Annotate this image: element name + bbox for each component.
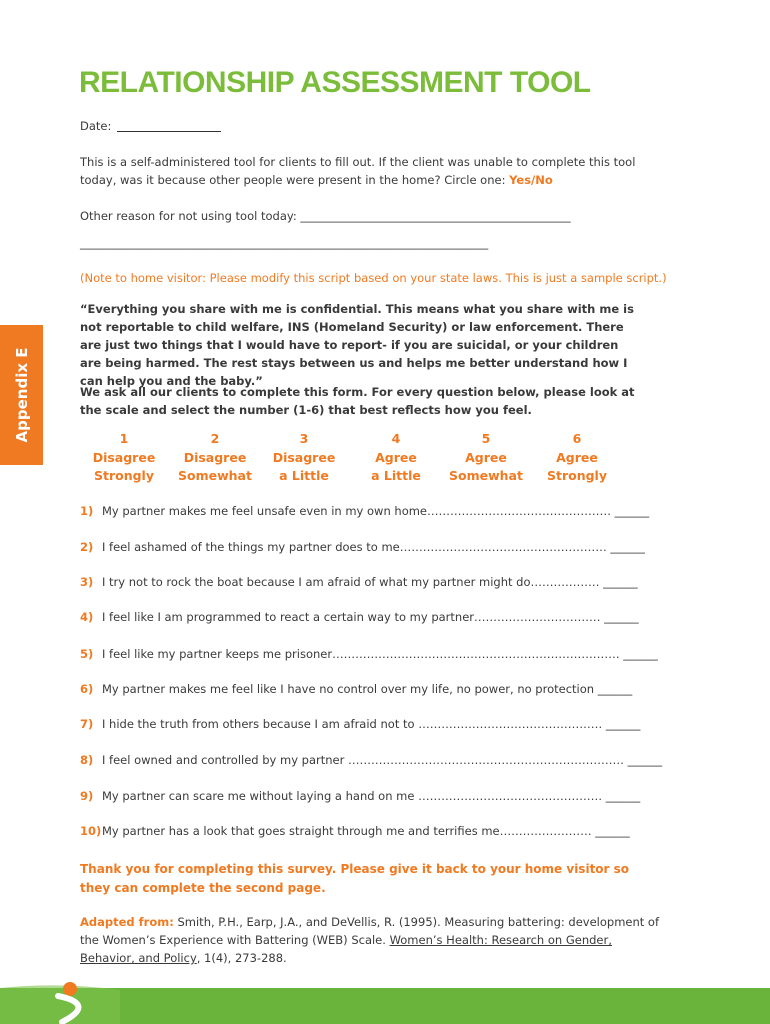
question-row[interactable] [80, 504, 649, 518]
other-reason-field [80, 207, 571, 225]
question-row[interactable] [80, 753, 662, 767]
other-reason-blank[interactable]: _______________________________________________ [300, 209, 571, 223]
scale-label-1: Agree [375, 449, 417, 465]
scale-label-2: Strongly [93, 468, 154, 483]
scale-item [531, 430, 623, 486]
home-visitor-note: (Note to home visitor: Please modify this script based on your state laws. This is just a sample script.) [80, 271, 667, 285]
appendix-tab [0, 325, 43, 465]
question-number: 4) [80, 610, 94, 624]
question-row[interactable] [80, 717, 640, 731]
question-number: 3) [80, 575, 94, 589]
scale-label-2: a Little [371, 468, 421, 483]
question-row[interactable] [80, 647, 658, 661]
thank-you-message: Thank you for completing this survey. Please give it back to your home visitor so they can complete the second page. [80, 862, 630, 895]
footer-wave [0, 985, 120, 1024]
question-text: My partner has a look that goes straight through me and terrifies me…………………… ______ [102, 824, 630, 838]
question-text: I feel like my partner keeps me prisoner………………………………………………………………… ______ [102, 647, 658, 661]
question-text: My partner makes me feel like I have no control over my life, no power, no protection ______ [102, 682, 633, 696]
question-row[interactable] [80, 610, 639, 624]
date-label: Date: [80, 119, 112, 133]
scale-number: 4 [391, 431, 401, 446]
question-row[interactable] [80, 540, 645, 554]
question-number: 2) [80, 540, 94, 554]
scale-label-2: Strongly [546, 468, 607, 483]
citation-journal: Women’s Health: Research on Gender, Behavior, and Policy [80, 933, 612, 965]
scale-number: 2 [210, 431, 220, 446]
question-number: 10) [80, 824, 102, 838]
yes-no-choice[interactable]: Yes/No [509, 173, 553, 187]
scale-label-2: Somewhat [449, 468, 523, 483]
page-title: RELATIONSHIP ASSESSMENT TOOL [79, 66, 591, 99]
scale-label-1: Disagree [92, 449, 156, 465]
scale-label-1: Agree [556, 449, 598, 465]
scale-label-2: Somewhat [178, 468, 252, 483]
citation-label: Adapted from: [80, 915, 174, 929]
date-blank[interactable] [117, 131, 221, 132]
confidentiality-script: “Everything you share with me is confidential. This means what you share with me is not reportable to child welfare, INS (Homeland Security) or law enforcement. There are just two things that I would have to report- if you are suicidal, or your children are being harmed. The rest stays between us and helps me better understand how I can help you and the baby.” [80, 302, 634, 388]
question-text: I hide the truth from others because I am afraid not to ………………………………………… ______ [102, 717, 641, 731]
question-row[interactable] [80, 682, 632, 696]
appendix-label: Appendix E [12, 347, 31, 443]
question-number: 6) [80, 682, 94, 696]
citation [80, 913, 660, 967]
question-number: 1) [80, 504, 94, 518]
footer-band [0, 982, 770, 1024]
question-row[interactable] [80, 575, 638, 589]
question-row[interactable] [80, 824, 630, 838]
question-text: I feel owned and controlled by my partner ……………………………………………………………… ______ [102, 753, 663, 767]
scale-number: 1 [119, 431, 129, 446]
question-number: 7) [80, 717, 94, 731]
question-number: 8) [80, 753, 94, 767]
scale-label-1: Disagree [272, 449, 336, 465]
question-text: I try not to rock the boat because I am afraid of what my partner might do……………… ______ [102, 575, 638, 589]
citation-text: Smith, P.H., Earp, J.A., and DeVellis, R. (1995). Measuring battering: development of the Women’s Experience with Battering (WEB) Scale. [80, 915, 660, 947]
other-reason-blank-2[interactable]: _______________________________________________________________________ [80, 236, 489, 250]
other-reason-label: Other reason for not using tool today: [80, 209, 297, 223]
scale-number: 3 [299, 431, 309, 446]
footer-dot-icon [63, 982, 77, 996]
intro-text: This is a self-administered tool for clients to fill out. If the client was unable to complete this tool today, was it because other people were present in the home? Circle one: [80, 155, 636, 187]
instructions: We ask all our clients to complete this form. For every question below, please look at the scale and select the number (1-6) that best reflects how you feel. [80, 385, 635, 417]
question-number: 9) [80, 789, 94, 803]
scale-item [78, 430, 170, 486]
question-text: I feel like I am programmed to react a certain way to my partner…………………………… ______ [102, 610, 639, 624]
question-number: 5) [80, 647, 94, 661]
scale-item [350, 430, 442, 486]
citation-tail: , 1(4), 273-288. [196, 951, 287, 965]
question-text: I feel ashamed of the things my partner does to me……………………………………………… ______ [102, 540, 645, 554]
question-text: My partner makes me feel unsafe even in my own home………………………………………… ______ [102, 504, 650, 518]
scale-item [169, 430, 261, 486]
scale-item [258, 430, 350, 486]
scale-number: 6 [572, 431, 582, 446]
scale-label-2: a Little [279, 468, 329, 483]
intro-paragraph [80, 153, 660, 189]
question-row[interactable] [80, 789, 640, 803]
scale-number: 5 [481, 431, 491, 446]
scale-label-1: Disagree [183, 449, 247, 465]
scale-item [440, 430, 532, 486]
date-field [80, 117, 221, 135]
scale-label-1: Agree [465, 449, 507, 465]
question-text: My partner can scare me without laying a hand on me ………………………………………… ______ [102, 789, 641, 803]
